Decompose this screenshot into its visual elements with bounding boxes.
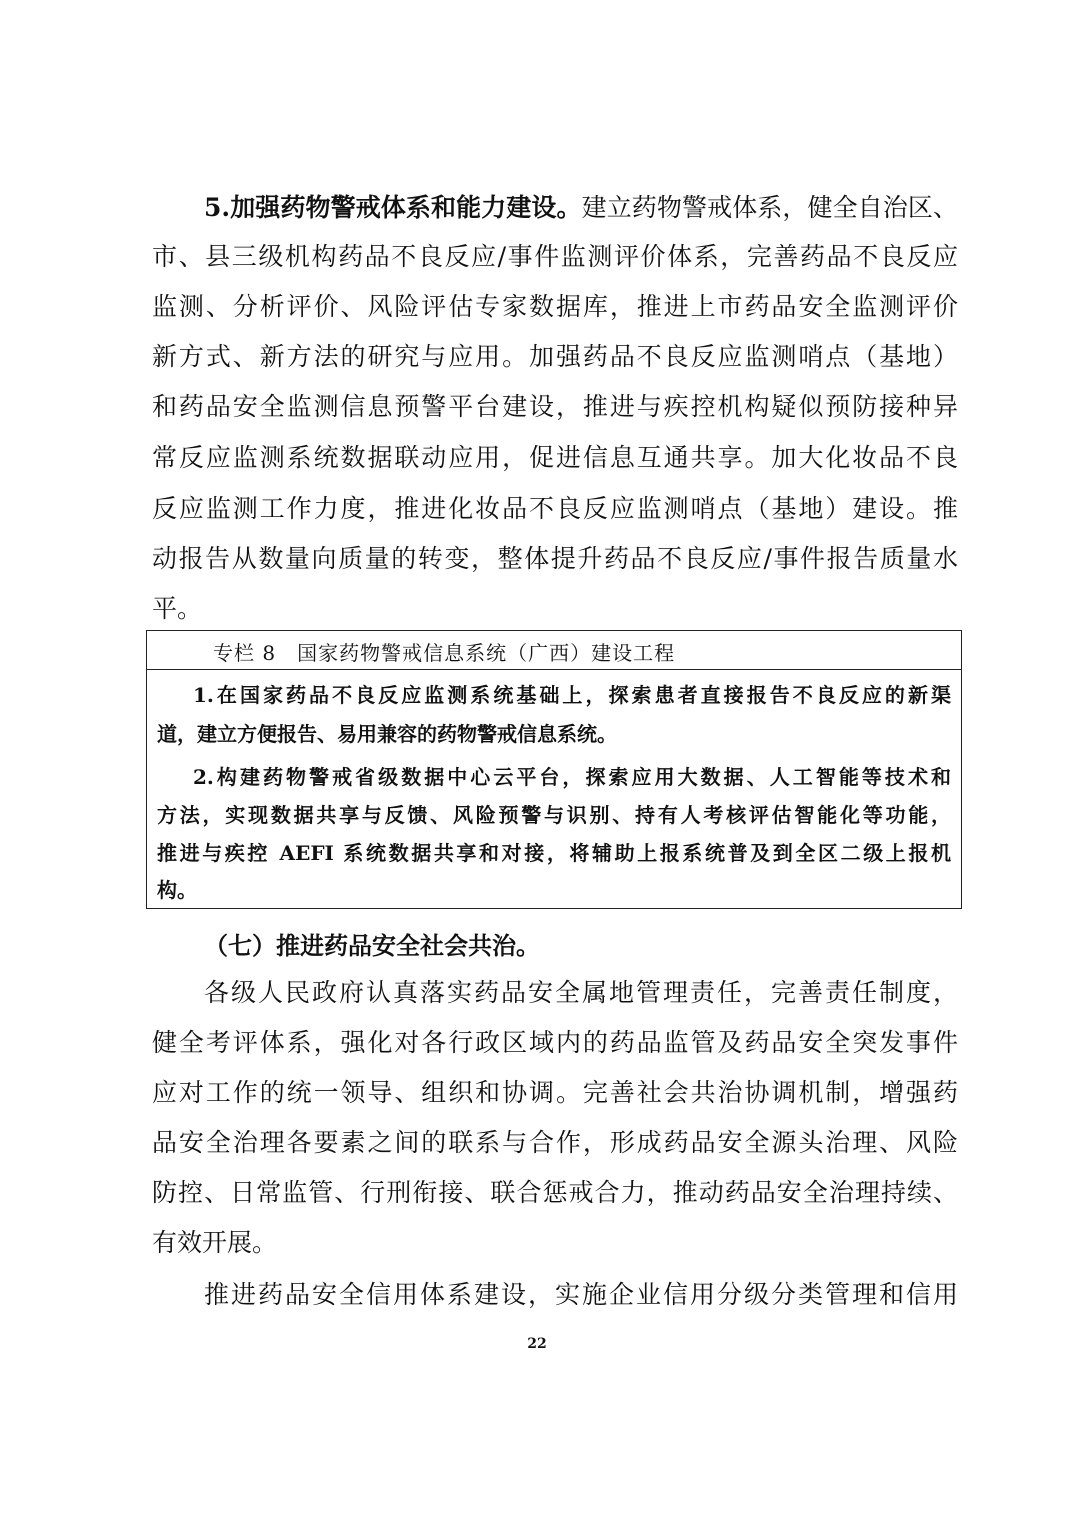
paragraph-line: 动报告从数量向质量的转变，整体提升药品不良反应/事件报告质量水 xyxy=(152,544,958,573)
paragraph-line: 常反应监测系统数据联动应用，促进信息互通共享。加大化妆品不良 xyxy=(152,443,958,472)
paragraph-line: 各级人民政府认真落实药品安全属地管理责任，完善责任制度， xyxy=(204,978,958,1007)
box-line: 1.在国家药品不良反应监测系统基础上，探索患者直接报告不良反应的新渠 xyxy=(193,683,951,707)
column-box-title: 专栏 8 国家药物警戒信息系统（广西）建设工程 xyxy=(213,641,676,665)
box-line: 方法，实现数据共享与反馈、风险预警与识别、持有人考核评估智能化等功能， xyxy=(157,803,951,827)
paragraph-line: 和药品安全监测信息预警平台建设，推进与疾控机构疑似预防接种异 xyxy=(152,392,958,421)
paragraph-line: 反应监测工作力度，推进化妆品不良反应监测哨点（基地）建设。推 xyxy=(152,494,958,523)
box-line: 2.构建药物警戒省级数据中心云平台，探索应用大数据、人工智能等技术和 xyxy=(193,765,951,789)
box-line: 构。 xyxy=(157,878,197,902)
box-line: 道，建立方便报告、易用兼容的药物警戒信息系统。 xyxy=(157,722,617,746)
paragraph-text: 建立药物警戒体系，健全自治区、 xyxy=(581,193,958,222)
column-box-header xyxy=(147,631,961,670)
paragraph-line: 健全考评体系，强化对各行政区域内的药品监管及药品安全突发事件 xyxy=(152,1028,958,1057)
paragraph-lead: 5.加强药物警戒体系和能力建设。 xyxy=(204,193,582,222)
paragraph-line: 市、县三级机构药品不良反应/事件监测评价体系，完善药品不良反应 xyxy=(152,242,958,271)
page-number: 22 xyxy=(527,1336,547,1352)
paragraph-line: 监测、分析评价、风险评估专家数据库，推进上市药品安全监测评价 xyxy=(152,292,958,321)
paragraph-line xyxy=(204,191,958,225)
section-heading: （七）推进药品安全社会共治。 xyxy=(204,931,540,960)
paragraph-line: 平。 xyxy=(152,594,203,623)
paragraph-credit: 推进药品安全信用体系建设，实施企业信用分级分类管理和信用 xyxy=(204,1280,958,1309)
paragraph-line: 防控、日常监管、行刑衔接、联合惩戒合力，推动药品安全治理持续、 xyxy=(152,1178,958,1207)
paragraph-line: 品安全治理各要素之间的联系与合作，形成药品安全源头治理、风险 xyxy=(152,1128,958,1157)
paragraph-line: 应对工作的统一领导、组织和协调。完善社会共治协调机制，增强药 xyxy=(152,1078,958,1107)
paragraph-line: 新方式、新方法的研究与应用。加强药品不良反应监测哨点（基地） xyxy=(152,342,958,371)
column-box xyxy=(146,630,962,909)
paragraph-line: 有效开展。 xyxy=(152,1228,278,1257)
box-line: 推进与疾控 AEFI 系统数据共享和对接，将辅助上报系统普及到全区二级上报机 xyxy=(157,841,951,865)
